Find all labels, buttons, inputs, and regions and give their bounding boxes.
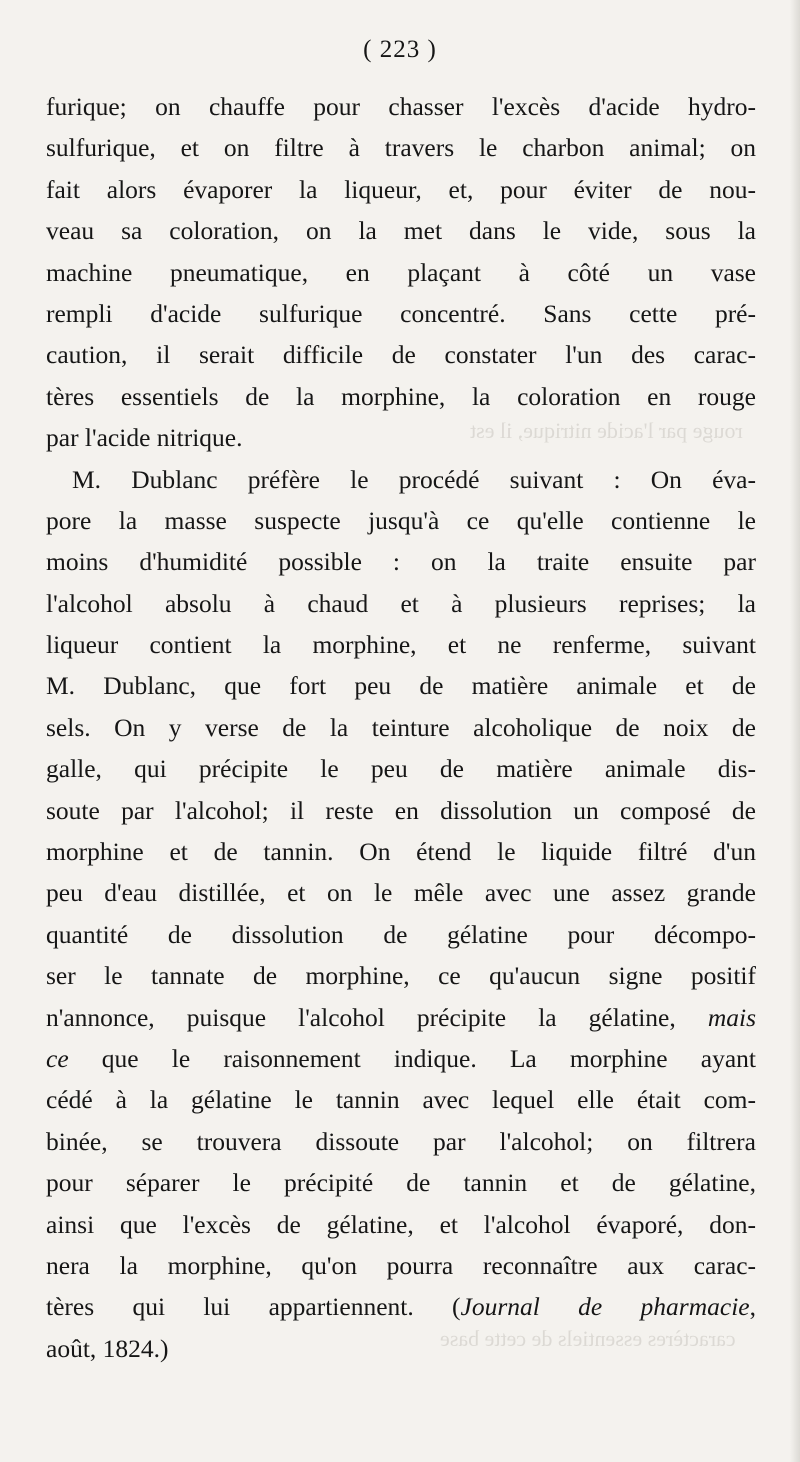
text-line: quantité de dissolution de gélatine pour décompo- xyxy=(46,919,756,949)
page-number: ( 223 ) xyxy=(363,36,437,63)
text-line: veau sa coloration, on la met dans le vide, sous la xyxy=(46,216,756,246)
text-line: machine pneumatique, en plaçant à côté un vase xyxy=(46,257,756,287)
text-line: l'alcohol absolu à chaud et à plusieurs reprises; la xyxy=(46,588,756,618)
text-line: liqueur contient la morphine, et ne renferme, suivant xyxy=(46,630,756,660)
text-line-with-italic xyxy=(46,997,756,1038)
text-line: sulfurique, et on filtre à travers le charbon animal; on xyxy=(46,133,756,163)
page-edge-shadow xyxy=(790,0,800,1462)
text-line: moins d'humidité possible : on la traite ensuite par xyxy=(46,547,756,577)
text-line-with-italic xyxy=(46,1038,756,1079)
text-line: soute par l'alcohol; il reste en dissolution un composé de xyxy=(46,795,756,825)
text-line: peu d'eau distillée, et on le mêle avec une assez grande xyxy=(46,878,756,908)
text-line: rempli d'acide sulfurique concentré. Sans cette pré- xyxy=(46,298,756,328)
text-line: binée, se trouvera dissoute par l'alcohol; on filtrera xyxy=(46,1126,756,1156)
text-line-with-citation xyxy=(46,1286,756,1327)
text-line: pore la masse suspecte jusqu'à ce qu'elle contienne le xyxy=(46,505,756,535)
text-fragment: , xyxy=(749,1292,756,1322)
text-line: morphine et de tannin. On étend le liquide filtré d'un xyxy=(46,837,756,867)
text-line: par l'acide nitrique. xyxy=(46,423,243,453)
italic-fragment: mais xyxy=(707,1002,757,1032)
text-line: furique; on chauffe pour chasser l'excès d'acide hydro- xyxy=(46,92,756,121)
body-text xyxy=(46,86,756,1369)
italic-fragment: ce xyxy=(46,1043,69,1073)
text-line: nera la morphine, qu'on pourra reconnaître aux carac- xyxy=(46,1250,756,1280)
text-fragment: n'annonce, puisque l'alcohol précipite la gélatine, xyxy=(46,1002,676,1032)
text-line: caution, il serait difficile de constater l'un des carac- xyxy=(46,340,756,370)
text-line: ser le tannate de morphine, ce qu'aucun signe positif xyxy=(46,961,756,991)
text-line: M. Dublanc préfère le procédé suivant : On éva- xyxy=(72,464,756,494)
text-line: août, 1824.) xyxy=(46,1333,169,1363)
text-line: fait alors évaporer la liqueur, et, pour éviter de nou- xyxy=(46,174,756,204)
text-line: tères essentiels de la morphine, la coloration en rouge xyxy=(46,381,756,411)
text-fragment: tères qui lui appartiennent. ( xyxy=(46,1292,461,1322)
bleed-through-text: caractères essentiels de cette base xyxy=(440,1326,736,1351)
text-line: sels. On y verse de la teinture alcoholique de noix de xyxy=(46,712,756,742)
text-fragment: que le raisonnement indique. La morphine ayant xyxy=(101,1043,756,1073)
text-line: cédé à la gélatine le tannin avec lequel elle était com- xyxy=(46,1085,756,1115)
text-line: pour séparer le précipité de tannin et de gélatine, xyxy=(46,1168,756,1198)
text-line: M. Dublanc, que fort peu de matière animale et de xyxy=(46,671,756,701)
text-line: ainsi que l'excès de gélatine, et l'alcohol évaporé, don- xyxy=(46,1209,756,1239)
bleed-through-text: rouge par l'acide nitrique, il est xyxy=(470,418,743,443)
text-line: galle, qui précipite le peu de matière animale dis- xyxy=(46,754,756,784)
journal-title: Journal de pharmacie xyxy=(460,1292,750,1322)
